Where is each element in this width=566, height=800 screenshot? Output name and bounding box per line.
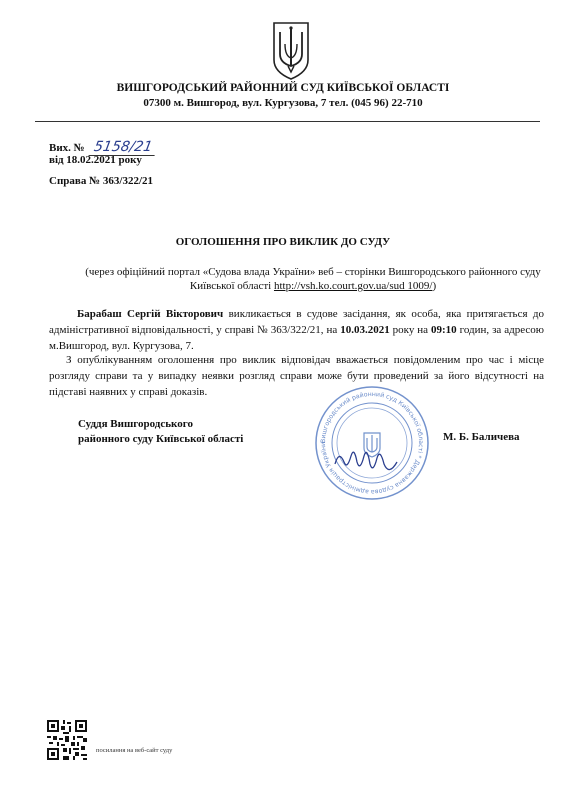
notice-title: ОГОЛОШЕННЯ ПРО ВИКЛИК ДО СУДУ (175, 236, 391, 248)
judge-title-line-1: Суддя Вишгородського (78, 418, 193, 430)
portal-note (83, 265, 543, 293)
svg-text:Вишгородський районний суд Киї: Вишгородський районний суд Київської області * Державна судова адміністрація України (319, 390, 425, 496)
portal-text: (через офіційний портал «Судова влада України» веб – сторінки Вишгородського районного суду Київської області (85, 266, 541, 292)
portal-close: ) (432, 280, 437, 292)
qr-code-icon[interactable] (47, 720, 87, 760)
judge-title-line-2: районного суду Київської області (78, 433, 244, 445)
court-name: ВИШГОРОДСЬКИЙ РАЙОННИЙ СУД КИЇВСЬКОЇ ОБЛАСТІ (116, 82, 450, 94)
stamp-trident-icon (364, 433, 380, 457)
outgoing-date: від 18.02.2021 року (49, 154, 142, 166)
judge-signature (335, 452, 397, 469)
court-address: 07300 м. Вишгород, вул. Кургузова, 7 тел. (045 96) 22-710 (143, 97, 423, 109)
summons-text-1: викликається в судове засідання, як особа, яка притягається до адміністративної відповідальності, у справі № 363/322/21, на (49, 308, 544, 336)
summons-text-2: року на (389, 324, 431, 336)
court-stamp (313, 384, 431, 502)
judge-title (78, 417, 243, 447)
coat-of-arms-icon (270, 20, 312, 82)
person-name: Барабаш Сергій Вікторович (77, 308, 224, 320)
notice-paragraph: З опублікуванням оголошення про виклик відповідач вважається повідомленим про час і місце розгляду справи та у випадку неявки розгляд справи може бути проведений за його відсутності на підставі наявних у справі доказів. (49, 354, 544, 398)
header-divider (35, 121, 540, 122)
case-number: Справа № 363/322/21 (49, 175, 154, 187)
judge-name: М. Б. Баличева (443, 431, 520, 443)
qr-caption: посилання на веб-сайт суду (96, 747, 173, 754)
summons-paragraph (49, 306, 544, 354)
outgoing-number: 5158/21 (89, 139, 158, 156)
hearing-time: 09:10 (430, 324, 457, 336)
court-website-link[interactable]: http://vsh.ko.court.gov.ua/sud 1009/ (273, 280, 433, 292)
summons-text-3: годин, за адресою м.Вишгород, вул. Кургузова, 7. (49, 324, 544, 352)
hearing-date: 10.03.2021 (340, 324, 390, 336)
outgoing-label: Вих. № (49, 142, 85, 154)
